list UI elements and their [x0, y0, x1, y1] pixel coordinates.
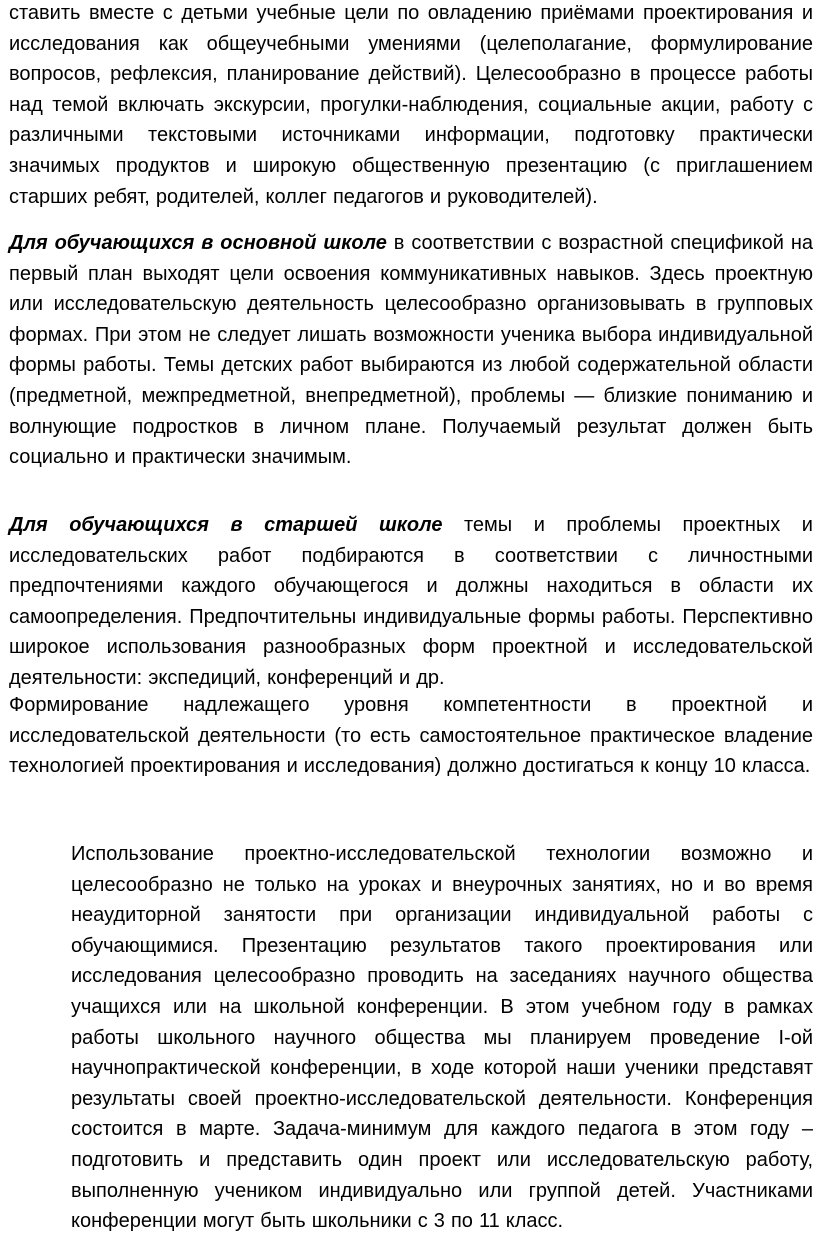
paragraph-basic-school: [9, 228, 813, 473]
paragraph-conference-text: Использование проектно-исследовательской технологии возможно и целесообразно не только на уроках и внеурочных занятиях, но и во время неаудиторной занятости при организации индивидуальной работы с обучающимися. Презентацию результатов такого проектирования или исследования целесообразно проводить на заседаниях научного общества учащихся или на школьной конференции. В этом учебном году в рамках работы школьного научного общества мы планируем проведение I-ой научнопрактической конференции, в ходе которой наши ученики представят результаты своей проектно-исследовательской деятельности. Конференция состоится в марте. Задача-минимум для каждого педагога в этом году – подготовить и представить один проект или исследовательскую работу, выполненную учеником индивидуально или группой детей. Участниками конференции могут быть школьники с 3 по 11 класс.: [71, 843, 813, 1233]
paragraph-competence: [9, 690, 813, 782]
paragraph-basic-school-lead: Для обучающихся в основной школе: [9, 232, 387, 254]
paragraph-conference: [71, 839, 813, 1237]
paragraph-basic-school-text: в соответствии с возрастной спецификой на первый план выходят цели освоения коммуникативных навыков. Здесь проектную или исследовательскую деятельность целесообразно организовывать в групповых формах. При этом не следует лишать возможности ученика выбора индивидуальной формы работы. Темы детских работ выбираются из любой содержательной области (предметной, межпредметной, внепредметной), проблемы — близкие пониманию и волнующие подростков в личном плане. Получаемый результат должен быть социально и практически значимым.: [9, 232, 813, 469]
paragraph-goals-text: ставить вместе с детьми учебные цели по овладению приёмами проектирования и исследования как общеучебными умениями (целеполагание, формулирование вопросов, рефлексия, планирование действий). Целесообразно в процессе работы над темой включать экскурсии, прогулки-наблюдения, социальные акции, работу с различными текстовыми источниками информации, подготовку практически значимых продуктов и широкую общественную презентацию (с приглашением старших ребят, родителей, коллег педагогов и руководителей).: [9, 2, 813, 208]
paragraph-senior-school-text: темы и проблемы проектных и исследовательских работ подбираются в соответствии с личностными предпочтениями каждого обучающегося и должны находиться в области их самоопределения. Предпочтительны индивидуальные формы работы. Перспективно широкое использования разнообразных форм проектной и исследовательской деятельности: экспедиций, конференций и др.: [9, 514, 813, 689]
paragraph-senior-school: [9, 510, 813, 694]
paragraph-goals: [9, 0, 813, 212]
paragraph-competence-text: Формирование надлежащего уровня компетентности в проектной и исследовательской деятельности (то есть самостоятельное практическое владение технологией проектирования и исследования) должно достигаться к концу 10 класса.: [9, 694, 813, 778]
paragraph-senior-school-lead: Для обучающихся в старшей школе: [9, 514, 443, 536]
